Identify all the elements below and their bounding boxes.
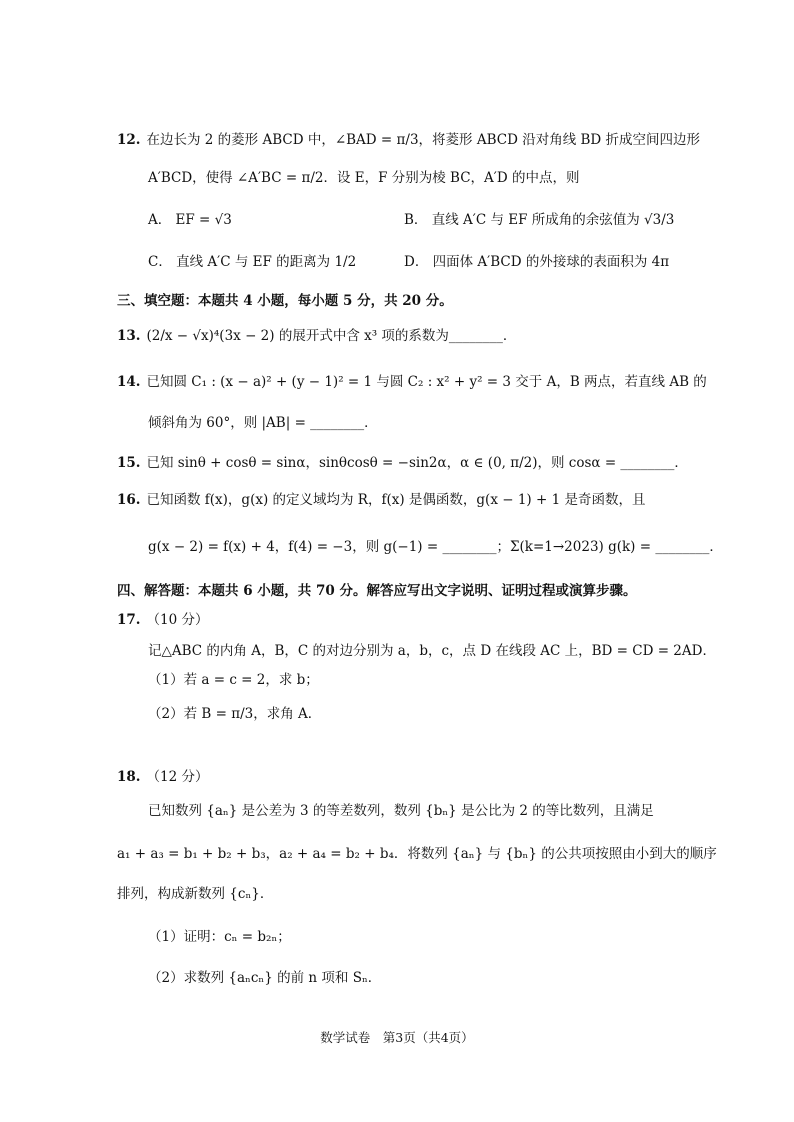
q12-option-d: D． 四面体 A′BCD 的外接球的表面积为 4π [404,254,670,270]
q18-part1: （1）证明：cₙ = b₂ₙ； [148,929,291,945]
q12-option-a: A． EF = √3 [148,212,232,228]
q17-part2: （2）若 B = π/3，求角 A． [148,706,322,722]
q16-number: 16. [117,492,141,508]
q18-score: （12 分） [146,769,209,785]
q14-number: 14. [117,374,141,390]
q14-line1 [117,372,707,392]
q15-number: 15. [117,455,141,471]
q18-number: 18. [117,769,141,785]
q13-number: 13. [117,328,141,344]
q18-stem-line2: a₁ + a₃ = b₁ + b₂ + b₃，a₂ + a₄ = b₂ + b₄．将数列 {aₙ} 与 {bₙ} 的公共项按照由小到大的顺序 [117,846,717,862]
q18-stem-line3: 排列，构成新数列 {cₙ}． [117,886,274,902]
q16-line1 [117,490,645,510]
q17-number: 17. [117,612,141,628]
q17-score: （10 分） [146,612,209,628]
q15 [117,453,688,473]
q12-text-1: 在边长为 2 的菱形 ABCD 中，∠BAD = π/3，将菱形 ABCD 沿对角线 BD 折成空间四边形 [146,132,701,148]
q13-text: (2/x − √x)⁴(3x − 2) 的展开式中含 x³ 项的系数为________． [146,328,517,344]
section-solutions-heading: 四、解答题：本题共 6 小题，共 70 分。解答应写出文字说明、证明过程或演算步骤。 [117,583,637,599]
q12-option-c: C． 直线 A′C 与 EF 的距离为 1/2 [148,254,357,270]
q12-option-b: B． 直线 A′C 与 EF 所成角的余弦值为 √3/3 [404,212,675,228]
q12-line2: A′BCD，使得 ∠A′BC = π/2．设 E，F 分别为棱 BC，A′D 的中点，则 [148,170,580,186]
q13 [117,326,516,346]
q17-header [117,610,208,630]
q14-line2: 倾斜角为 60°，则 |AB| = ________． [148,415,378,431]
q16-text-1: 已知函数 f(x)，g(x) 的定义域均为 R，f(x) 是偶函数，g(x − 1) + 1 是奇函数，且 [146,492,646,508]
q18-header [117,767,208,787]
q15-text: 已知 sinθ + cosθ = sinα，sinθcosθ = −sin2α，α ∈ (0, π/2)，则 cosα = ________． [146,455,688,471]
q17-part1: （1）若 a = c = 2，求 b； [148,672,319,688]
q12-number: 12. [117,132,141,148]
page-footer: 数学试卷 第3页（共4页） [320,1030,474,1045]
q16-line2: g(x − 2) = f(x) + 4，f(4) = −3，则 g(−1) = ________；Σ(k=1→2023) g(k) = ________． [148,539,723,555]
q18-stem-line1: 已知数列 {aₙ} 是公差为 3 的等差数列，数列 {bₙ} 是公比为 2 的等比数列，且满足 [148,803,654,819]
q18-part2: （2）求数列 {aₙcₙ} 的前 n 项和 Sₙ． [148,970,382,986]
q12-line1 [117,130,700,150]
q14-text-1: 已知圆 C₁ : (x − a)² + (y − 1)² = 1 与圆 C₂ : x² + y² = 3 交于 A，B 两点，若直线 AB 的 [146,374,707,390]
section-fill-in-heading: 三、填空题：本题共 4 小题，每小题 5 分，共 20 分。 [117,293,453,309]
q17-stem: 记△ABC 的内角 A，B，C 的对边分别为 a，b，c，点 D 在线段 AC 上，BD = CD = 2AD． [148,643,716,659]
